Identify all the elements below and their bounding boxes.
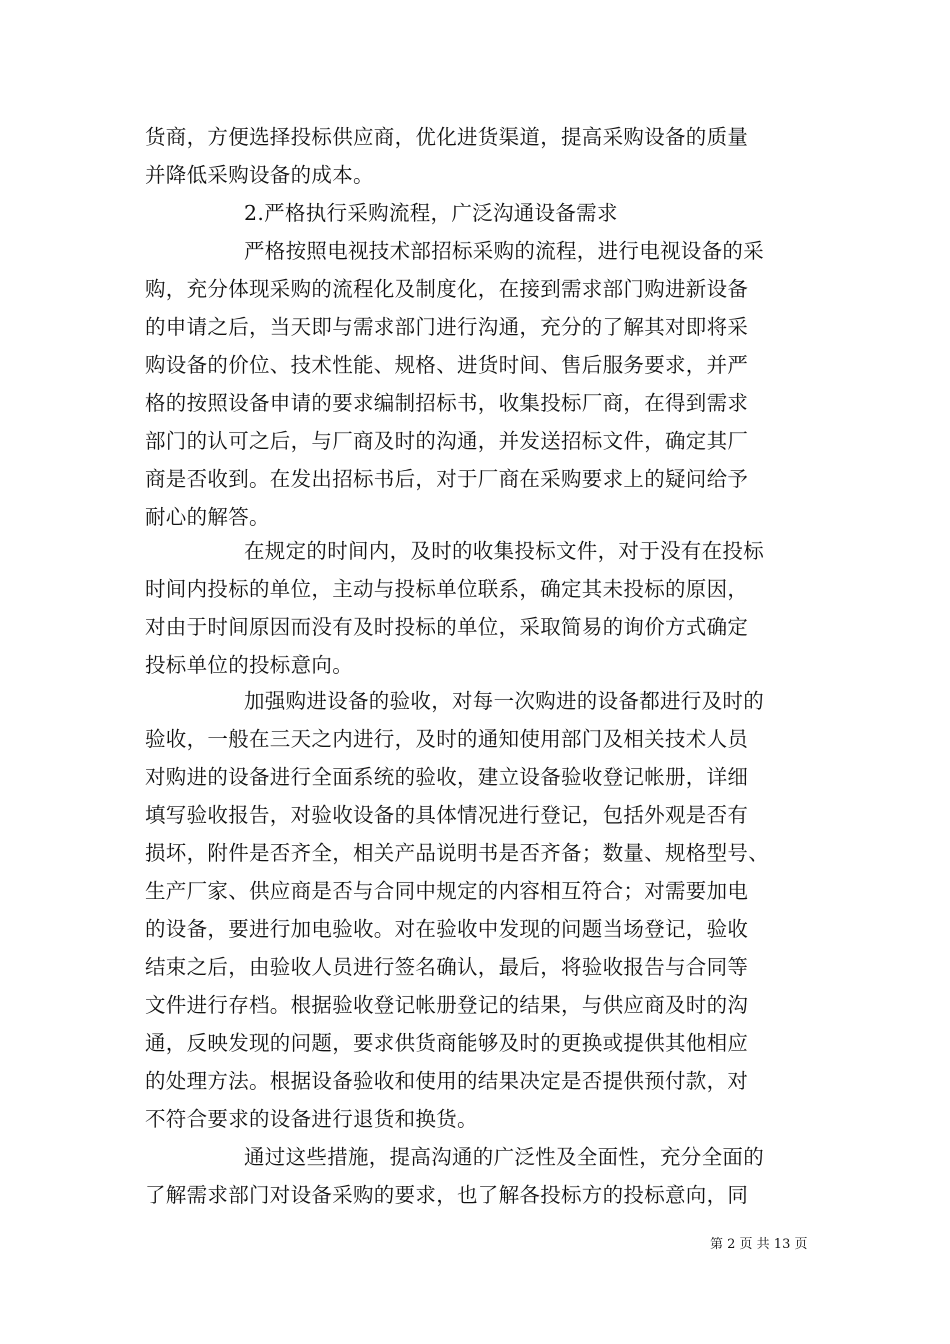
text-line: 结束之后，由验收人员进行签名确认，最后，将验收报告与合同等 — [145, 955, 749, 979]
section-heading: 2.严格执行采购流程，广泛沟通设备需求 — [244, 201, 618, 225]
text-line: 耐心的解答。 — [145, 505, 270, 529]
text-line: 购设备的价位、技术性能、规格、进货时间、售后服务要求，并严 — [145, 353, 749, 377]
text-line: 严格按照电视技术部招标采购的流程，进行电视设备的采 — [244, 239, 764, 263]
text-line: 在规定的时间内，及时的收集投标文件，对于没有在投标 — [244, 539, 764, 563]
text-line: 验收，一般在三天之内进行，及时的通知使用部门及相关技术人员 — [145, 727, 749, 751]
text-line: 对购进的设备进行全面系统的验收，建立设备验收登记帐册，详细 — [145, 765, 749, 789]
text-line: 通过这些措施，提高沟通的广泛性及全面性，充分全面的 — [244, 1145, 764, 1169]
text-line: 商是否收到。在发出招标书后，对于厂商在采购要求上的疑问给予 — [145, 467, 749, 491]
text-line: 对由于时间原因而没有及时投标的单位，采取简易的询价方式确定 — [145, 615, 749, 639]
text-line: 文件进行存档。根据验收登记帐册登记的结果，与供应商及时的沟 — [145, 993, 749, 1017]
text-line: 部门的认可之后，与厂商及时的沟通，并发送招标文件，确定其厂 — [145, 429, 749, 453]
text-line: 加强购进设备的验收，对每一次购进的设备都进行及时的 — [244, 689, 764, 713]
page-number: 第 2 页 共 13 页 — [710, 1237, 808, 1252]
text-line: 投标单位的投标意向。 — [145, 653, 353, 677]
text-line: 货商，方便选择投标供应商，优化进货渠道，提高采购设备的质量 — [145, 125, 749, 149]
text-line: 时间内投标的单位，主动与投标单位联系，确定其未投标的原因， — [145, 577, 749, 601]
text-line: 格的按照设备申请的要求编制招标书，收集投标厂商，在得到需求 — [145, 391, 749, 415]
text-line: 的设备，要进行加电验收。对在验收中发现的问题当场登记，验收 — [145, 917, 749, 941]
text-line: 损坏，附件是否齐全，相关产品说明书是否齐备；数量、规格型号、 — [145, 841, 769, 865]
text-line: 了解需求部门对设备采购的要求，也了解各投标方的投标意向，同 — [145, 1183, 749, 1207]
text-line: 的申请之后，当天即与需求部门进行沟通，充分的了解其对即将采 — [145, 315, 749, 339]
text-line: 的处理方法。根据设备验收和使用的结果决定是否提供预付款，对 — [145, 1069, 749, 1093]
text-line: 通，反映发现的问题，要求供货商能够及时的更换或提供其他相应 — [145, 1031, 749, 1055]
text-line: 填写验收报告，对验收设备的具体情况进行登记，包括外观是否有 — [145, 803, 749, 827]
text-line: 并降低采购设备的成本。 — [145, 163, 374, 187]
text-line: 不符合要求的设备进行退货和换货。 — [145, 1107, 478, 1131]
text-line: 生产厂家、供应商是否与合同中规定的内容相互符合；对需要加电 — [145, 879, 749, 903]
text-line: 购，充分体现采购的流程化及制度化，在接到需求部门购进新设备 — [145, 277, 749, 301]
